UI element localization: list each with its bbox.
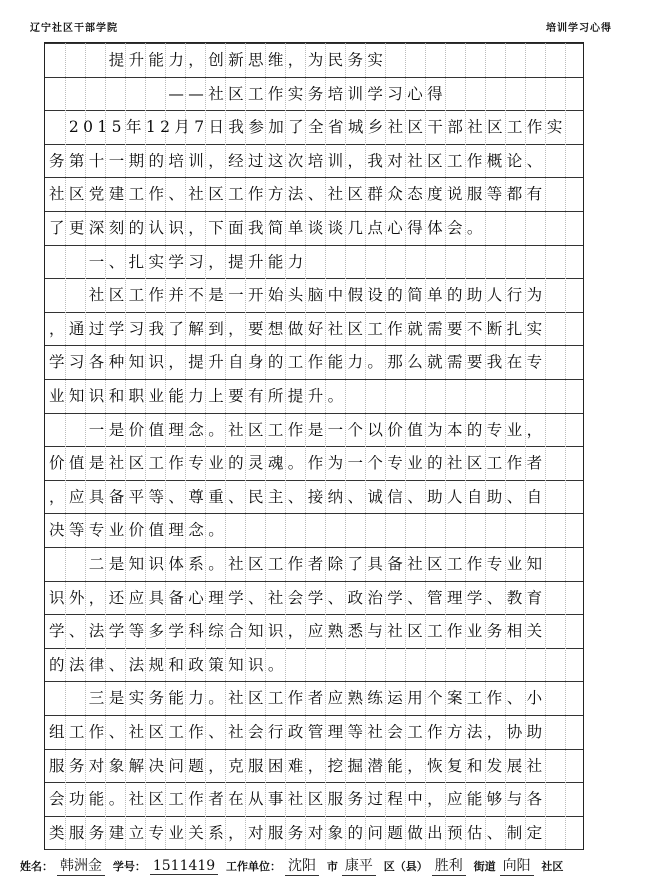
text-line: 学、法学等多学科综合知识，应熟悉与社区工作业务相关 bbox=[49, 622, 547, 641]
text-line: 识外，还应具备心理学、社会学、政治学、管理学、教育 bbox=[49, 588, 547, 607]
text-line: 2015年12月7日我参加了全省城乡社区干部社区工作实 bbox=[49, 118, 567, 137]
street-label: 街道 bbox=[473, 860, 496, 873]
text-line: 一是价值理念。社区工作是一个以价值为本的专业， bbox=[49, 420, 547, 439]
text-line: 二是知识体系。社区工作者除了具备社区工作专业知 bbox=[49, 555, 547, 573]
text-line: 社区工作并不是一开始头脑中假设的简单的助人行为 bbox=[49, 286, 547, 305]
text-line: 社区党建工作、社区工作方法、社区群众态度说服等都有 bbox=[49, 185, 547, 204]
institution-name: 辽宁社区干部学院 bbox=[30, 23, 118, 34]
text-line: 务第十一期的培训，经过这次培训，我对社区工作概论、 bbox=[49, 151, 547, 170]
text-line: 类服务建立专业关系，对服务对象的问题做出预估、制定 bbox=[49, 823, 547, 842]
text-line: 了更深刻的认识，下面我简单谈谈几点心得体会。 bbox=[49, 219, 487, 237]
text-line: 会功能。社区工作者在从事社区服务过程中，应能够与各 bbox=[49, 790, 547, 809]
ruled-line bbox=[45, 849, 583, 850]
text-line: 的法律、法规和政策知识。 bbox=[49, 655, 288, 674]
name-value: 韩洲金 bbox=[57, 855, 105, 876]
city-value: 沈阳 bbox=[285, 855, 319, 876]
text-line: 决等专业价值理念。 bbox=[49, 521, 229, 540]
writing-sheet bbox=[44, 42, 584, 850]
student-info-footer bbox=[20, 855, 630, 876]
text-line: 学习各种知识，提升自身的工作能力。那么就需要我在专 bbox=[49, 353, 547, 372]
text-line: ——社区工作实务培训学习心得 bbox=[49, 84, 448, 103]
district-value: 康平 bbox=[342, 855, 376, 876]
text-line: ，通过学习我了解到，要想做好社区工作就需要不断扎实 bbox=[49, 319, 547, 338]
district-label: 区（县） bbox=[383, 860, 428, 873]
community-value: 向阳 bbox=[500, 855, 534, 876]
street-value: 胜利 bbox=[432, 855, 466, 876]
name-label: 姓名： bbox=[20, 860, 53, 873]
community-label: 社区 bbox=[541, 860, 564, 873]
id-label: 学号： bbox=[112, 860, 146, 873]
text-line: 服务对象解决问题，克服困难，挖掘潜能，恢复和发展社 bbox=[49, 756, 547, 775]
text-line: 组工作、社区工作、社会行政管理等社会工作方法，协助 bbox=[49, 723, 547, 741]
id-value: 1511419 bbox=[150, 858, 218, 875]
text-line: 一、扎实学习，提升能力 bbox=[49, 252, 308, 271]
text-line: 业知识和职业能力上要有所提升。 bbox=[49, 387, 348, 405]
unit-label: 工作单位： bbox=[226, 860, 282, 873]
city-label: 市 bbox=[326, 860, 338, 873]
text-line: 三是实务能力。社区工作者应熟练运用个案工作、小 bbox=[49, 689, 547, 708]
document-type-label: 培训学习心得 bbox=[546, 23, 612, 34]
text-line: ，应具备平等、尊重、民主、接纳、诚信、助人自助、自 bbox=[49, 487, 547, 506]
text-line: 提升能力，创新思维，为民务实 bbox=[49, 51, 388, 69]
text-line: 价值是社区工作专业的灵魂。作为一个专业的社区工作者 bbox=[49, 454, 547, 473]
